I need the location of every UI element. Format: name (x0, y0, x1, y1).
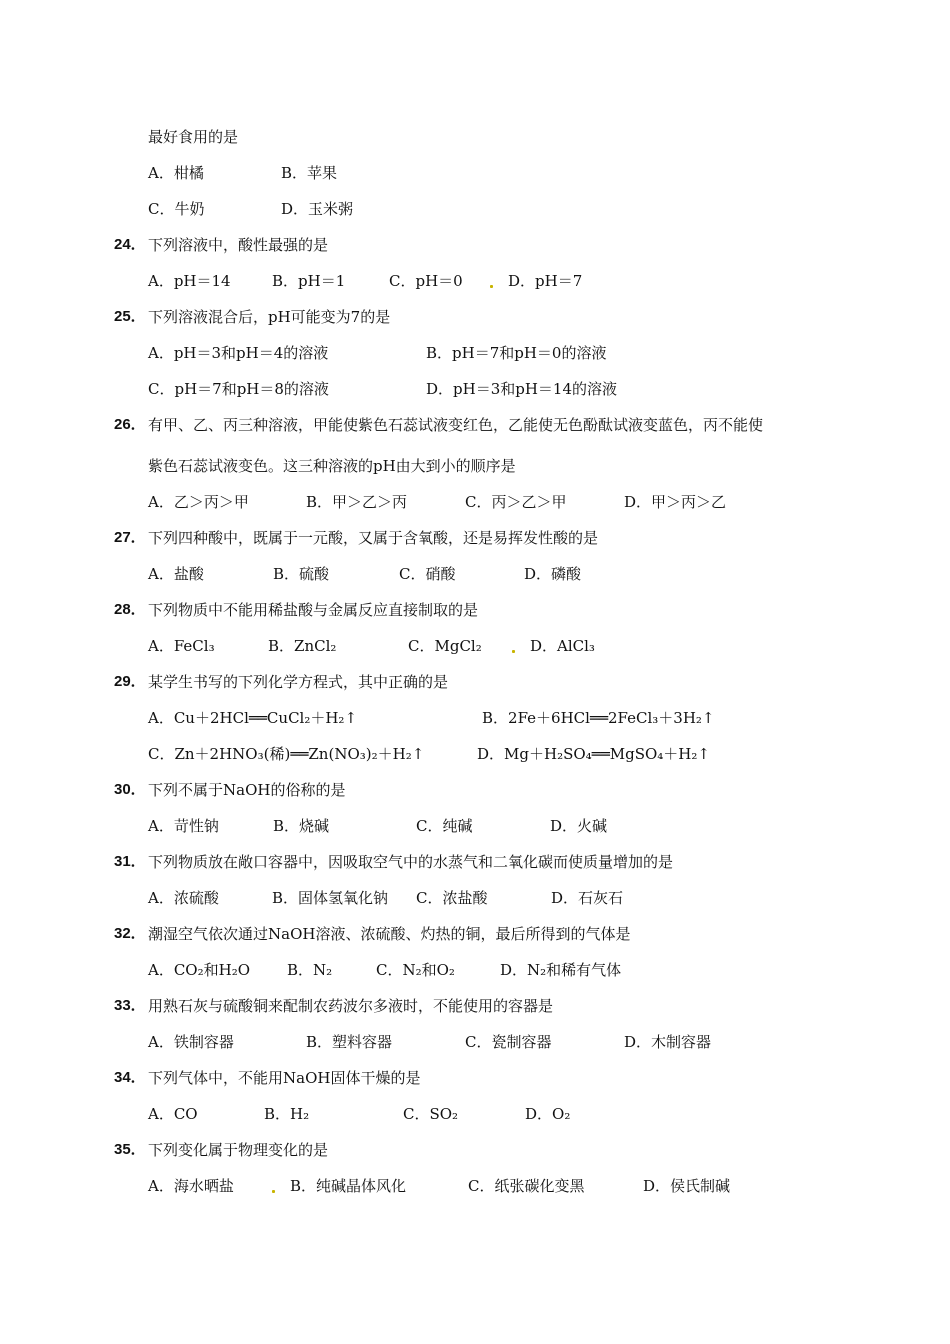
question-number: 29． (114, 673, 146, 690)
question-text: 潮湿空气依次通过NaOH溶液、浓硫酸、灼热的铜，最后所得到的气体是 (148, 925, 631, 943)
q25-option-b: B．pH＝7和pH＝0的溶液 (426, 344, 607, 362)
q26-option-d: D．甲＞丙＞乙 (624, 493, 727, 511)
q24-option-d: D．pH＝7 (508, 272, 583, 290)
question-number: 34． (114, 1069, 146, 1086)
q35-option-d: D．侯氏制碱 (643, 1177, 731, 1195)
stray-dot (512, 650, 515, 653)
q29-option-d: D．Mg＋H₂SO₄══MgSO₄＋H₂↑ (477, 745, 710, 763)
q30-option-a: A．苛性钠 (148, 817, 219, 835)
q28-option-c: C．MgCl₂ (408, 637, 482, 655)
q25-option-a: A．pH＝3和pH＝4的溶液 (148, 344, 329, 362)
q26-option-b: B．甲＞乙＞丙 (306, 493, 408, 511)
q34-option-c: C．SO₂ (403, 1105, 459, 1123)
q27-option-b: B．硫酸 (273, 565, 330, 583)
q26-option-c: C．丙＞乙＞甲 (465, 493, 567, 511)
q23-option-c: C．牛奶 (148, 200, 205, 218)
q25-option-d: D．pH＝3和pH＝14的溶液 (426, 380, 618, 398)
q30-option-c: C．纯碱 (416, 817, 473, 835)
question-number: 35． (114, 1141, 146, 1158)
question-text: 下列四种酸中，既属于一元酸，又属于含氧酸，还是易挥发性酸的是 (148, 529, 599, 547)
q29-option-b: B．2Fe＋6HCl══2FeCl₃＋3H₂↑ (482, 709, 715, 727)
question-number: 31． (114, 853, 146, 870)
q34-option-d: D．O₂ (525, 1105, 571, 1123)
q29-option-a: A．Cu＋2HCl══CuCl₂＋H₂↑ (148, 709, 358, 727)
q27-option-c: C．硝酸 (399, 565, 456, 583)
question-number: 25． (114, 308, 146, 325)
q28-option-a: A．FeCl₃ (148, 637, 215, 655)
q31-option-d: D．石灰石 (551, 889, 624, 907)
question-number: 27． (114, 529, 146, 546)
question-text: 下列溶液混合后，pH可能变为7的是 (148, 308, 391, 326)
q29-option-c: C．Zn＋2HNO₃(稀)══Zn(NO₃)₂＋H₂↑ (148, 745, 425, 763)
q23-option-b: B．苹果 (281, 164, 338, 182)
q24-option-b: B．pH＝1 (272, 272, 346, 290)
q33-option-c: C．瓷制容器 (465, 1033, 552, 1051)
q23-option-d: D．玉米粥 (281, 200, 354, 218)
q34-option-b: B．H₂ (264, 1105, 310, 1123)
q33-option-a: A．铁制容器 (148, 1033, 234, 1051)
question-number: 28． (114, 601, 146, 618)
q30-option-b: B．烧碱 (273, 817, 330, 835)
q31-option-b: B．固体氢氧化钠 (272, 889, 389, 907)
question-number: 24． (114, 236, 146, 253)
question-text: 有甲、乙、丙三种溶液，甲能使紫色石蕊试液变红色，乙能使无色酚酞试液变蓝色，丙不能使 (148, 416, 764, 434)
question-text: 下列物质放在敞口容器中，因吸取空气中的水蒸气和二氧化碳而使质量增加的是 (148, 853, 674, 871)
question-text: 用熟石灰与硫酸铜来配制农药波尔多液时，不能使用的容器是 (148, 997, 554, 1015)
question-text: 某学生书写的下列化学方程式，其中正确的是 (148, 673, 449, 691)
stray-dot (272, 1190, 275, 1193)
question-number: 33． (114, 997, 146, 1014)
question-number: 30． (114, 781, 146, 798)
question-text: 下列不属于NaOH的俗称的是 (148, 781, 346, 799)
question-text: 下列物质中不能用稀盐酸与金属反应直接制取的是 (148, 601, 479, 619)
q27-option-a: A．盐酸 (148, 565, 204, 583)
q31-option-a: A．浓硫酸 (148, 889, 219, 907)
question-text: 下列溶液中，酸性最强的是 (148, 236, 329, 254)
q35-option-b: B．纯碱晶体风化 (290, 1177, 407, 1195)
q35-option-c: C．纸张碳化变黑 (468, 1177, 585, 1195)
stray-dot (490, 285, 493, 288)
q24-option-c: C．pH＝0 (389, 272, 463, 290)
q28-option-d: D．AlCl₃ (530, 637, 595, 655)
q23-option-a: A．柑橘 (148, 164, 204, 182)
question-number: 32． (114, 925, 146, 942)
q32-option-b: B．N₂ (287, 961, 333, 979)
q23-continuation: 最好食用的是 (148, 128, 239, 146)
q34-option-a: A．CO (148, 1105, 198, 1123)
question-text: 下列变化属于物理变化的是 (148, 1141, 329, 1159)
question-number: 26． (114, 416, 146, 433)
q32-option-d: D．N₂和稀有气体 (500, 961, 622, 979)
q33-option-b: B．塑料容器 (306, 1033, 393, 1051)
question-text: 下列气体中，不能用NaOH固体干燥的是 (148, 1069, 421, 1087)
q31-option-c: C．浓盐酸 (416, 889, 488, 907)
q26-option-a: A．乙＞丙＞甲 (148, 493, 249, 511)
q27-option-d: D．磷酸 (524, 565, 582, 583)
q28-option-b: B．ZnCl₂ (268, 637, 337, 655)
q35-option-a: A．海水晒盐 (148, 1177, 234, 1195)
q32-option-c: C．N₂和O₂ (376, 961, 455, 979)
q25-option-c: C．pH＝7和pH＝8的溶液 (148, 380, 329, 398)
q32-option-a: A．CO₂和H₂O (148, 961, 251, 979)
q24-option-a: A．pH＝14 (148, 272, 231, 290)
q30-option-d: D．火碱 (550, 817, 608, 835)
q26-text-continued: 紫色石蕊试液变色。这三种溶液的pH由大到小的顺序是 (148, 457, 516, 475)
q33-option-d: D．木制容器 (624, 1033, 712, 1051)
